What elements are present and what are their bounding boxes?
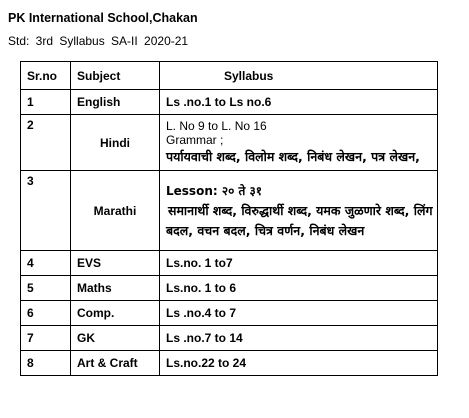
table-row — [21, 276, 438, 301]
table-row — [21, 351, 438, 376]
row-no: 4 — [21, 251, 71, 276]
syllabus-line: बदल, वचन बदल, चित्र वर्णन, निबंध लेखन — [166, 222, 365, 238]
row-subject: Comp. — [71, 301, 160, 326]
table-row — [21, 301, 438, 326]
row-syllabus — [160, 115, 438, 171]
table-row — [21, 90, 438, 115]
row-syllabus: Ls.no. 1 to 6 — [160, 276, 438, 301]
table-row — [21, 326, 438, 351]
row-syllabus: Ls .no.1 to Ls no.6 — [160, 90, 438, 115]
row-no: 3 — [21, 171, 71, 251]
syllabus-table — [20, 61, 438, 376]
row-no: 7 — [21, 326, 71, 351]
row-subject: Hindi — [71, 115, 160, 171]
table-row — [21, 251, 438, 276]
syllabus-line: समानार्थी शब्द, विरुद्धार्थी शब्द, यमक जुळणारे शब्द, लिंग — [168, 202, 433, 218]
syllabus-subtitle: Std: 3rd Syllabus SA-II 2020-21 — [8, 34, 189, 48]
row-syllabus: Ls .no.7 to 14 — [160, 326, 438, 351]
row-subject: EVS — [71, 251, 160, 276]
row-no: 8 — [21, 351, 71, 376]
table-row — [21, 115, 438, 171]
row-syllabus: Ls.no.22 to 24 — [160, 351, 438, 376]
table-header-row — [21, 62, 438, 90]
table-row — [21, 171, 438, 251]
row-subject: Marathi — [71, 171, 160, 251]
row-subject: Maths — [71, 276, 160, 301]
row-syllabus — [160, 171, 438, 251]
school-name: PK International School,Chakan — [8, 11, 198, 25]
row-no: 1 — [21, 90, 71, 115]
syllabus-line: Lesson: २० ते ३१ — [166, 183, 262, 198]
row-subject: GK — [71, 326, 160, 351]
row-subject: Art & Craft — [71, 351, 160, 376]
row-syllabus: Ls .no.4 to 7 — [160, 301, 438, 326]
row-subject: English — [71, 90, 160, 115]
syllabus-line: पर्यायवाची शब्द, विलोम शब्द, निबंध लेखन, पत्र लेखन, — [166, 148, 420, 164]
row-syllabus: Ls.no. 1 to7 — [160, 251, 438, 276]
col-header-subject: Subject — [71, 62, 160, 90]
col-header-srno: Sr.no — [21, 62, 71, 90]
row-no: 2 — [21, 115, 71, 171]
col-header-syllabus: Syllabus — [160, 62, 438, 90]
row-no: 5 — [21, 276, 71, 301]
syllabus-line: Grammar ; — [166, 132, 224, 147]
syllabus-line: L. No 9 to L. No 16 — [166, 118, 267, 133]
row-no: 6 — [21, 301, 71, 326]
